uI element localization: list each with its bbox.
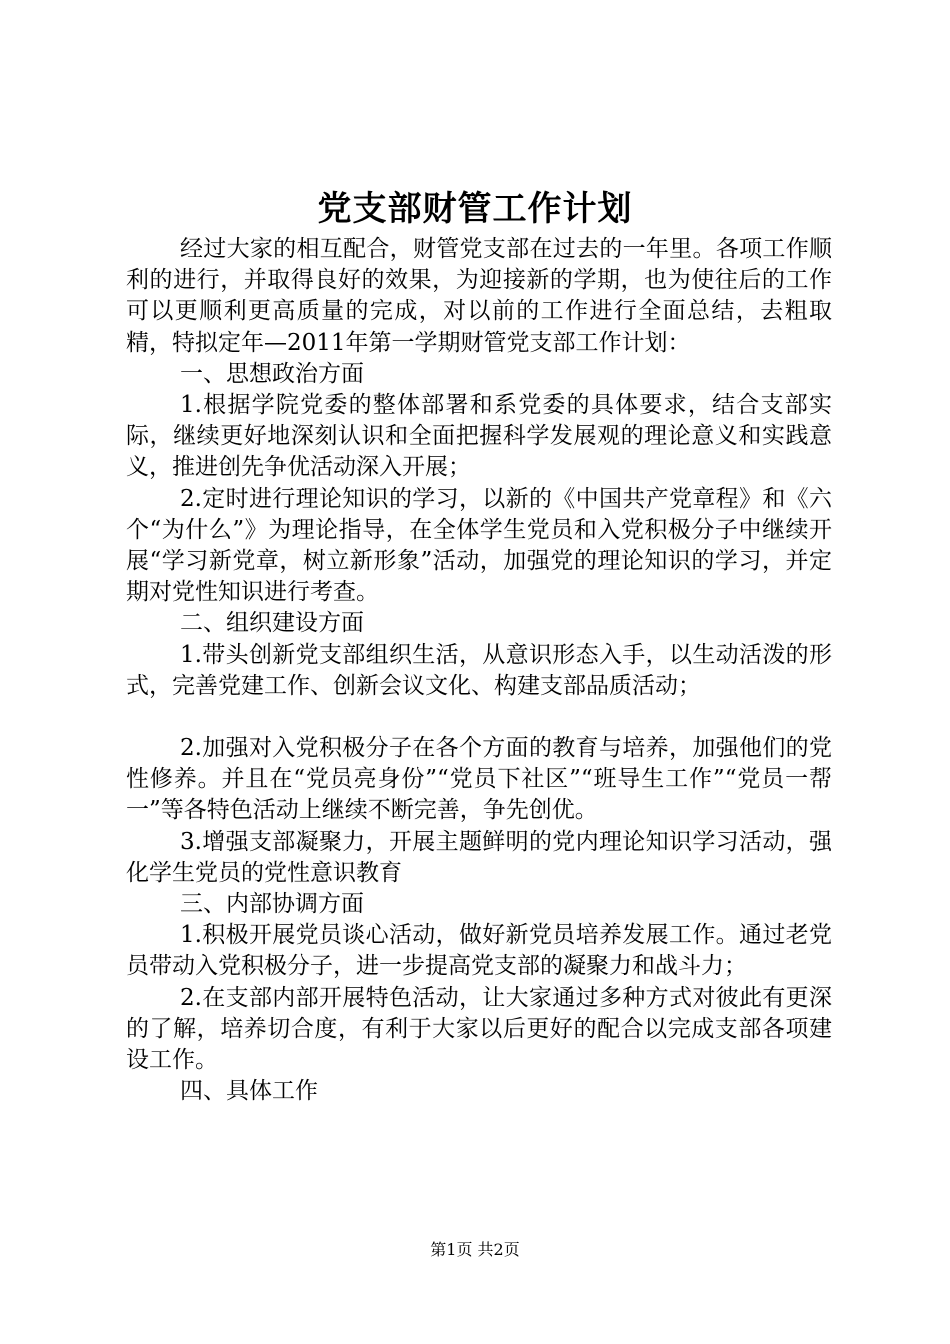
- ideology-item-1: 1.根据学院党委的整体部署和系党委的具体要求，结合支部实际，继续更好地深刻认识和全面把握科学发展观的理论意义和实践意义，推进创先争优活动深入开展；: [126, 392, 832, 481]
- organization-item-3: 3.增强支部凝聚力，开展主题鲜明的党内理论知识学习活动，强化学生党员的党性意识教育: [126, 828, 832, 886]
- document-body: [126, 234, 832, 1107]
- section-heading-organization: 二、组织建设方面: [180, 610, 364, 637]
- intro-paragraph: 经过大家的相互配合，财管党支部在过去的一年里。各项工作顺利的进行，并取得良好的效果，为迎接新的学期，也为使往后的工作可以更顺利更高质量的完成，对以前的工作进行全面总结，去粗取精，特拟定年—2011年第一学期财管党支部工作计划：: [126, 236, 832, 356]
- page-footer: 第1页 共2页: [430, 1240, 520, 1259]
- organization-item-1: 1.带头创新党支部组织生活，从意识形态入手，以生动活泼的形式，完善党建工作、创新会议文化、构建支部品质活动；: [126, 641, 832, 699]
- coordination-item-1: 1.积极开展党员谈心活动，做好新党员培养发展工作。通过老党员带动入党积极分子，进一步提高党支部的凝聚力和战斗力；: [126, 922, 832, 980]
- blank-line: [126, 702, 832, 733]
- section-heading-ideology: 一、思想政治方面: [180, 360, 364, 387]
- section-heading-coordination: 三、内部协调方面: [180, 891, 364, 918]
- organization-item-2: 2.加强对入党积极分子在各个方面的教育与培养，加强他们的党性修养。并且在“党员亮身份”“党员下社区”“班导生工作”“党员一帮一”等各特色活动上继续不断完善，争先创优。: [126, 735, 832, 824]
- coordination-item-2: 2.在支部内部开展特色活动，让大家通过多种方式对彼此有更深的了解，培养切合度，有利于大家以后更好的配合以完成支部各项建设工作。: [126, 984, 832, 1074]
- document-title: 党支部财管工作计划: [317, 189, 633, 229]
- section-heading-specific-work: 四、具体工作: [180, 1078, 318, 1105]
- ideology-item-2: 2.定时进行理论知识的学习，以新的《中国共产党章程》和《六个“为什么”》为理论指导，在全体学生党员和入党积极分子中继续开展“学习新党章，树立新形象”活动，加强党的理论知识的学习，并定期对党性知识进行考查。: [126, 485, 832, 606]
